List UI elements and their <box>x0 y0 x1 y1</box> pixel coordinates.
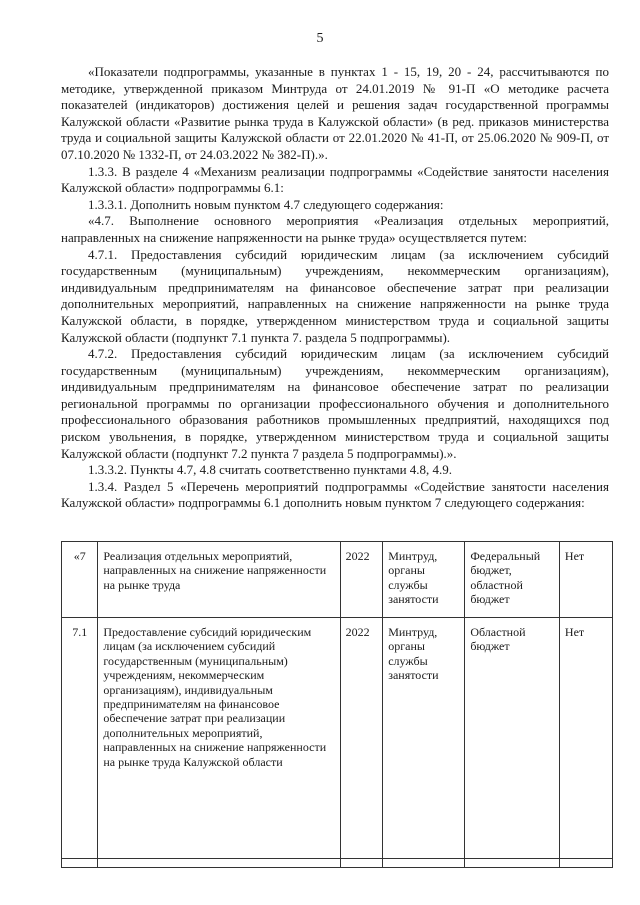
row-number-cell: «7 <box>62 542 98 618</box>
funding-source-cell <box>465 859 560 868</box>
measure-name-cell: Реализация отдельных мероприятий, направленных на снижение напряженности на рынке труда <box>98 542 340 618</box>
measures-table <box>61 541 613 868</box>
measure-name-cell: Предоставление субсидий юридическим лицам (за исключением субсидий государственным (муниципальным) учреждениям, некоммерческим организациям), индивидуальным предпринимателям на финансовое обеспечение затрат при реализации дополнительных мероприятий, направленных на снижение напряженности на рынке труда Калужской области <box>98 618 340 859</box>
executor-cell: Минтруд, органы службы занятости <box>383 618 465 859</box>
year-cell: 2022 <box>340 542 383 618</box>
funding-source-cell: Федеральный бюджет, областной бюджет <box>465 542 560 618</box>
paragraph-1-3-3: 1.3.3. В разделе 4 «Механизм реализации подпрограммы «Содействие занятости населения Калужской области» подпрограммы 6.1: <box>61 163 609 196</box>
year-cell: 2022 <box>340 618 383 859</box>
funding-source-cell: Областной бюджет <box>465 618 560 859</box>
note-cell: Нет <box>559 542 612 618</box>
table-row <box>62 859 613 868</box>
measure-name-cell <box>98 859 340 868</box>
table-row <box>62 618 613 859</box>
paragraph-4-7-1: 4.7.1. Предоставления субсидий юридическим лицам (за исключением субсидий государственным (муниципальным) учреждениям, некоммерческим организациям), индивидуальным предпринимателям на финансовое обеспечение затрат при реализации дополнительных мероприятий, направленных на снижение напряженности на рынке труда Калужской области, в порядке, утвержденном министерством труда и социальной защиты Калужской области (подпункт 7.1 пункта 7. раздела 5 подпрограммы). <box>61 246 609 345</box>
note-cell <box>559 859 612 868</box>
paragraph-1-3-4: 1.3.4. Раздел 5 «Перечень мероприятий подпрограммы «Содействие занятости населения Калужской области» подпрограммы 6.1 дополнить новым пунктом 7 следующего содержания: <box>61 478 609 511</box>
page-number: 5 <box>316 31 324 46</box>
paragraph-indicators-method: «Показатели подпрограммы, указанные в пунктах 1 - 15, 19, 20 - 24, рассчитываются по методике, утвержденной приказом Минтруда от 24.01.2019 № 91-П «О методике расчета показателей (индикаторов) достижения целей и решения задач государственной программы Калужской области «Развитие рынка труда в Калужской области» (в ред. приказов министерства труда и социальной защиты Калужской области от 22.01.2020 № 41-П, от 25.06.2020 № 909-П, от 07.10.2020 № 1332-П, от 24.03.2022 № 382-П).». <box>61 64 609 162</box>
row-number-cell: 7.1 <box>62 618 98 859</box>
executor-cell: Минтруд, органы службы занятости <box>383 542 465 618</box>
table-row <box>62 542 613 618</box>
paragraph-1-3-3-1: 1.3.3.1. Дополнить новым пунктом 4.7 следующего содержания: <box>88 196 444 212</box>
document-body <box>61 64 609 512</box>
row-number-cell <box>62 859 98 868</box>
executor-cell <box>383 859 465 868</box>
note-cell: Нет <box>559 618 612 859</box>
year-cell <box>340 859 383 868</box>
paragraph-4-7: «4.7. Выполнение основного мероприятия «Реализация отдельных мероприятий, направленных на снижение напряженности на рынке труда» осуществляется путем: <box>61 213 609 245</box>
paragraph-1-3-3-2: 1.3.3.2. Пункты 4.7, 4.8 считать соответственно пунктами 4.8, 4.9. <box>88 462 453 478</box>
paragraph-4-7-2: 4.7.2. Предоставления субсидий юридическим лицам (за исключением субсидий государственным (муниципальным) учреждениям, некоммерческим организациям), индивидуальным предпринимателям на финансовое обеспечение затрат по реализации региональной программы по организации профессионального обучения и дополнительного профессионального образования работников промышленных предприятий, находящихся под риском увольнения, в порядке, утвержденном министерством труда и социальной защиты Калужской области (подпункт 7.2 пункта 7 раздела 5 подпрограммы).». <box>61 346 609 461</box>
